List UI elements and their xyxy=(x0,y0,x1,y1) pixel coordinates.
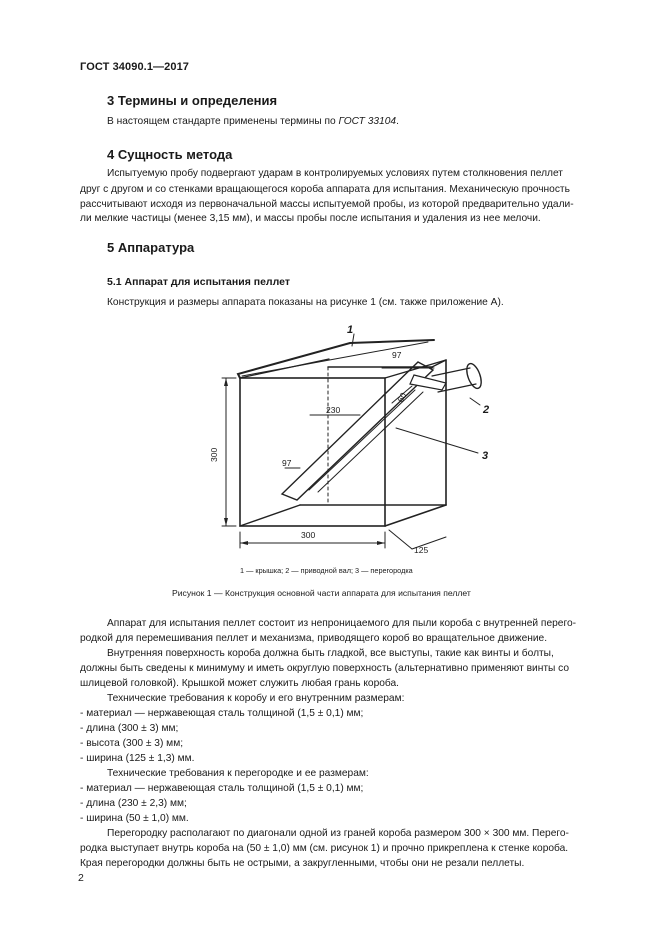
list-item: - ширина (125 ± 1,3) мм. xyxy=(80,753,195,764)
section-5-heading: 5 Аппаратура xyxy=(107,240,195,255)
document-header: ГОСТ 34090.1—2017 xyxy=(80,61,190,73)
list-item: - высота (300 ± 3) мм; xyxy=(80,738,184,749)
body-line: шлицевой головкой). Крышкой может служить любая грань короба. xyxy=(80,678,400,689)
gost-reference: ГОСТ 33104 xyxy=(338,116,397,127)
dim-partition-text: 230 xyxy=(326,405,341,415)
body-line: родкой для перемешивания пеллет и механизма, приводящего короб во вращательное движение. xyxy=(80,633,548,644)
body-line: Технические требования к перегородке и ее размерам: xyxy=(107,768,369,779)
list-item: - материал — нержавеющая сталь толщиной (1,5 ± 0,1) мм; xyxy=(80,783,364,794)
section-4-line: Испытуемую пробу подвергают ударам в контролируемых условиях путем столкновения пеллет xyxy=(107,168,563,179)
body-line: Края перегородки должны быть не острыми, а закругленными, чтобы они не резали пеллеты. xyxy=(80,858,525,869)
box-front-face xyxy=(240,378,385,526)
section-3-text-start: В настоящем стандарте применены термины по xyxy=(107,116,339,127)
body-line: Аппарат для испытания пеллет состоит из непроницаемого для пыли короба с внутренней перего- xyxy=(107,618,577,629)
section-4-line: ли мелкие частицы (менее 3,15 мм), и массы пробы после испытания и удаления из нее мелочи. xyxy=(80,213,541,224)
list-item: - длина (230 ± 2,3) мм; xyxy=(80,798,187,809)
list-item: - длина (300 ± 3) мм; xyxy=(80,723,179,734)
label-shaft: 2 xyxy=(483,404,490,416)
dim-shaft-text: 60 xyxy=(395,390,409,404)
section-5-1-intro: Конструкция и размеры аппарата показаны на рисунке 1 (см. также приложение А). xyxy=(107,297,504,308)
section-4-line: друг с другом и со стенками вращающегося короба аппарата для испытания. Механическую прочность xyxy=(80,184,570,195)
body-line: родка выступает внутрь короба на (50 ± 1,0) мм (см. рисунок 1) и прочно прикреплена к стенке короба. xyxy=(80,843,569,854)
dim-width-text: 300 xyxy=(301,530,316,540)
section-4-heading: 4 Сущность метода xyxy=(107,147,233,162)
section-5-1-heading: 5.1 Аппарат для испытания пеллет xyxy=(107,276,290,288)
body-line: Технические требования к коробу и его внутренним размерам: xyxy=(107,693,405,704)
section-4-line: рассчитывают исходя из первоначальной массы испытуемой пробы, из которой предварительно удали- xyxy=(80,199,574,210)
list-item: - ширина (50 ± 1,0) мм. xyxy=(80,813,189,824)
dim-height-text: 300 xyxy=(209,447,219,462)
body-line: должны быть сведены к минимуму и иметь округлую поверхность (альтернативно применяют винты со xyxy=(80,663,570,674)
body-line: Перегородку располагают по диагонали одной из граней короба размером 300 × 300 мм. Перего- xyxy=(107,828,569,839)
list-item: - материал — нержавеющая сталь толщиной (1,5 ± 0,1) мм; xyxy=(80,708,364,719)
section-3-heading: 3 Термины и определения xyxy=(107,93,278,108)
label-partition: 3 xyxy=(482,450,489,462)
figure-legend: 1 — крышка; 2 — приводной вал; 3 — перегородка xyxy=(240,566,413,575)
label-lid: 1 xyxy=(347,324,354,336)
body-line: Внутренняя поверхность короба должна быть гладкой, все выступы, такие как винты и болты, xyxy=(107,648,554,659)
page-number: 2 xyxy=(78,872,84,884)
dim-depth-text: 125 xyxy=(414,545,429,555)
figure-caption: Рисунок 1 — Конструкция основной части аппарата для испытания пеллет xyxy=(172,588,471,598)
dim-inner-top-text: 97 xyxy=(392,350,402,360)
dim-inner-bottom-text: 97 xyxy=(282,458,292,468)
section-3-text-end: . xyxy=(396,116,399,127)
